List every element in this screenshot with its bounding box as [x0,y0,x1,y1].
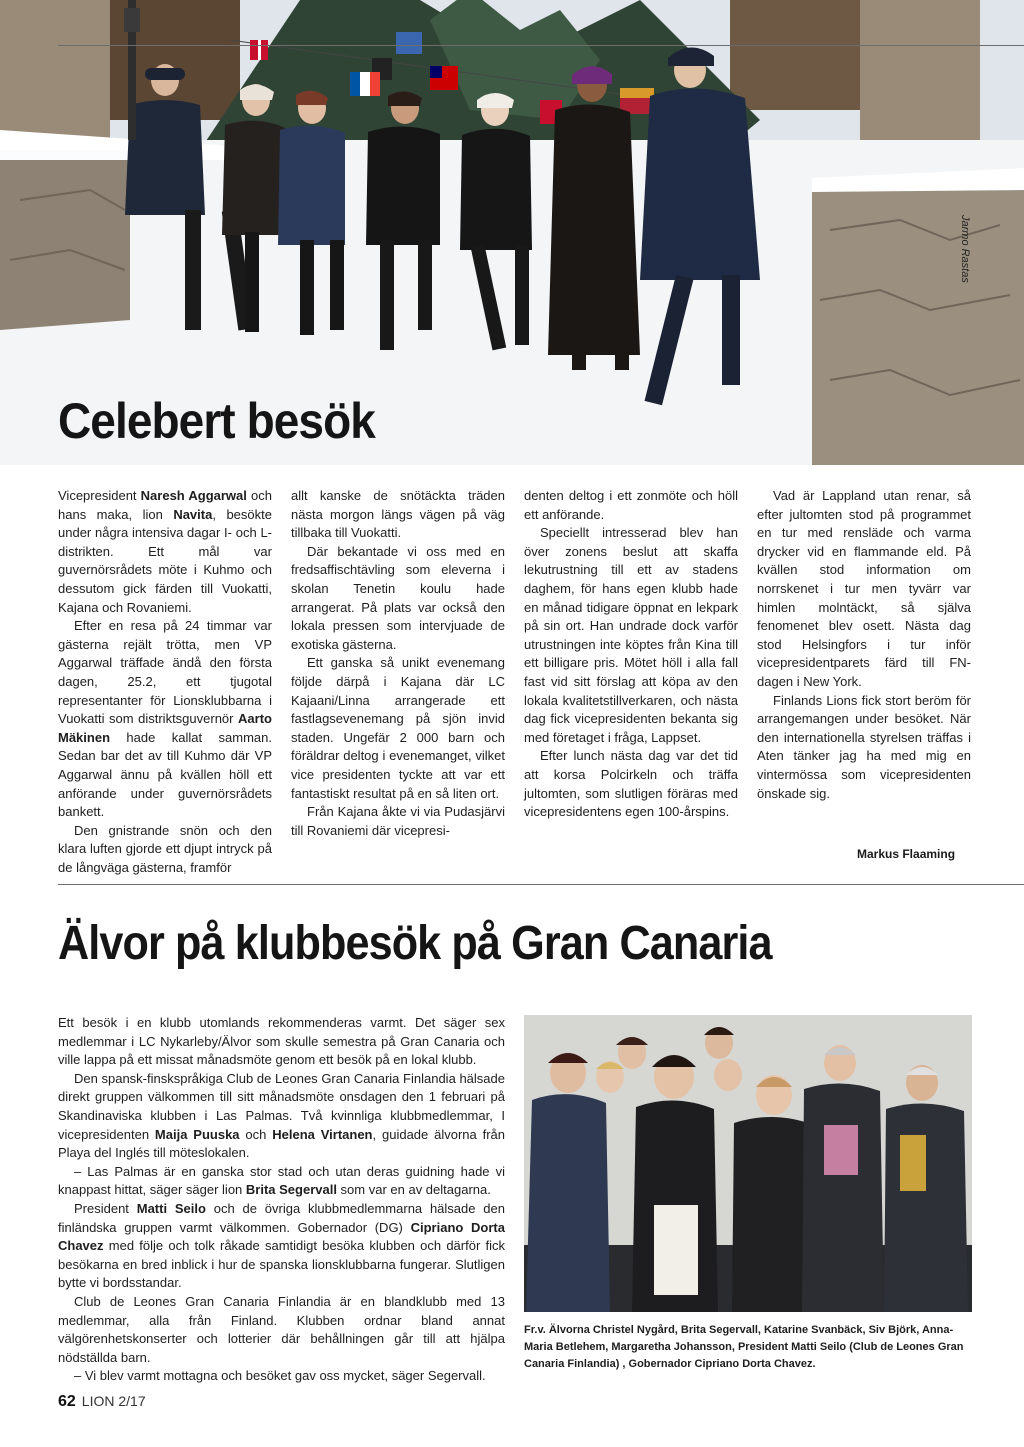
article2-paragraph-6: – Vi blev varmt mottagna och besöket gav oss mycket, säger Segervall. [74,1368,486,1384]
hero-photo [0,0,1024,465]
article1-col2-paragraph-3: Ett ganska så unikt evenemang följde därpå i Kajana där LC Kajaani/Linna arrangerade ett fastlagsevenemang på sjön invid staden. Ungefär 2 000 barn och föräldrar deltog i evenemanget, vilket vice presidenten tyckte att var ett fantastiskt resultat på en så liten ort. [291,655,505,801]
article1-column-1 [58,487,272,877]
article1-column-2 [291,487,505,840]
top-rule [58,45,1024,46]
article1-col1-paragraph-1: Vicepresident Naresh Aggarwal och hans maka, lion Navita, besökte under några intensiva dagar I- och L-distrikten. Ett mål var guvernörsrådets möte i Kuhmo och dessutom gick färden till Vuokatti, Kajana och Rovaniemi. [58,488,272,615]
article1-column-4 [757,487,971,803]
article1-col2-paragraph-4: Från Kajana åkte vi via Pudasjärvi till Rovaniemi där vicepresi- [291,804,505,838]
section-divider [58,884,1024,885]
article1-col4-paragraph-1: Vad är Lappland utan renar, så efter jultomten stod på programmet en tur med rensläde och varma drycker vid en flammande eld. På kvällen stod information om norrskenet i tur men tyvärr var himlen molntäckt, så själva fenomenet blev osett. Nästa dag stod Helsingfors i tur inför vicepresidentparets färd till FN-dagen i New York. [757,488,971,689]
page-number: 62 [58,1393,76,1410]
article2-paragraph-5: Club de Leones Gran Canaria Finlandia är en blandklubb med 13 medlemmar, alla från Finland. Klubben ordnar bland annat välgörenhetskonserter och lotterier där behållningen går till att hjälpa nödställda barn. [58,1293,505,1365]
page-footer [58,1393,146,1411]
article1-col3-paragraph-2: Speciellt intresserad blev han över zonens beslut att skaffa lekutrustning till ett av stadens daghem, för hans egen klubb hade en månad tidigare öppnat en lekpark på sin ort. Han undrade dock varför utrustningen inte köptes från Kina till ett billigare pris. Mötet höll i alla fall fast vid sitt förslag att köpa av den lokala kvalitetstillverkaren, och nästa dag fick vicepresidenten bekanta sig med företaget i fråga, Lappset. [524,525,738,745]
article1-col2-paragraph-2: Där bekantade vi oss med en fredsaffischtävling som eleverna i skolan Tenetin koulu hade arrangerat. På plats var också den lokala pressen som intervjuade de exotiska gästerna. [291,543,505,652]
article2-paragraph-2: Den spansk-finskspråkiga Club de Leones Gran Canaria Finlandia hälsade direkt gruppen välkommen till sitt månadsmöte onsdagen den 1 februari på Skandinaviska klubben i Las Palmas. Två kvinnliga klubbmedlemmar, I vicepresidenten Maija Puuska och Helena Virtanen, guidade älvorna från Playa del Inglés till möteslokalen. [58,1070,506,1161]
article1-col1-paragraph-2: Efter en resa på 24 timmar var gästerna rejält trötta, men VP Aggarwal träffade ändå den första dagen, 25.2, ett tjugotal representanter för Lionsklubbarna i Vuokatti som distriktsguvernör Aarto Mäkinen hade kallat samman. Sedan bar det av till Kuhmo där VP Aggarwal ännu på kvällen höll ett anförande under guvernörsrådets bankett. [58,618,272,820]
article1-col2-paragraph-1: allt kanske de snötäckta träden nästa morgon längs vägen på väg tillbaka till Vuokatti. [291,488,505,541]
article1-col3-paragraph-3: Efter lunch nästa dag var det tid att korsa Polcirkeln och träffa jultomten, som slutligen föräras med vicepresidentens egen 100-årspins. [524,748,738,820]
magazine-issue: LION 2/17 [81,1393,146,1409]
article1-author: Markus Flaaming [857,847,956,861]
article1-col4-paragraph-2: Finlands Lions fick stort beröm för arrangemangen under besöket. När den internationella styrelsen träffas i Aten tänker jag ha med mig en vintermössa som vicepresidenten önskade sig. [757,692,971,801]
group-photo-illustration [524,1015,972,1312]
article1-column-3 [524,487,738,822]
article2-paragraph-4: President Matti Seilo och de övriga klubbmedlemmarna hälsade den finländska gruppen varmt välkommen. Gobernador (DG) Cipriano Dorta Chavez med följe och tolk råkade samtidigt besöka klubben och därför fick besökarna en bred inblick i hur de spanska lionsklubbarna fungerar. Slutligen bytte vi bordsstandar. [58,1200,505,1291]
group-photo-caption: Fr.v. Älvorna Christel Nygård, Brita Segervall, Katarine Svanbäck, Siv Björk, Anna-Maria Betlehem, Margaretha Johansson, President Matti Seilo (Club de Leones Gran Canaria Finlandia) , Gobernador Cipriano Dorta Chavez. [524,1324,964,1370]
article2-body [58,1014,505,1386]
article1-col3-paragraph-1: denten deltog i ett zonmöte och höll ett anförande. [524,488,738,522]
group-photo [524,1015,972,1312]
photo-credit-text: Jarmo Rastas [959,215,971,283]
article1-headline: Celebert besök [58,393,375,449]
article1-col1-paragraph-3: Den gnistrande snön och den klara luften gjorde ett djupt intryck på de långväga gästerna, framför [58,822,272,875]
article2-paragraph-3: – Las Palmas är en ganska stor stad och utan deras guidning hade vi knappast hittat, säger säger lion Brita Segervall som var en av deltagarna. [58,1163,505,1198]
photo-credit [955,215,975,305]
article2-headline: Älvor på klubbesök på Gran Canaria [58,917,772,970]
article2-paragraph-1: Ett besök i en klubb utomlands rekommenderas varmt. Det säger sex medlemmar i LC Nykarleby/Älvor som skulle semestra på Gran Canaria och ville lappa på ett missat månadsmöte genom ett besök på en lokal klubb. [58,1015,505,1068]
